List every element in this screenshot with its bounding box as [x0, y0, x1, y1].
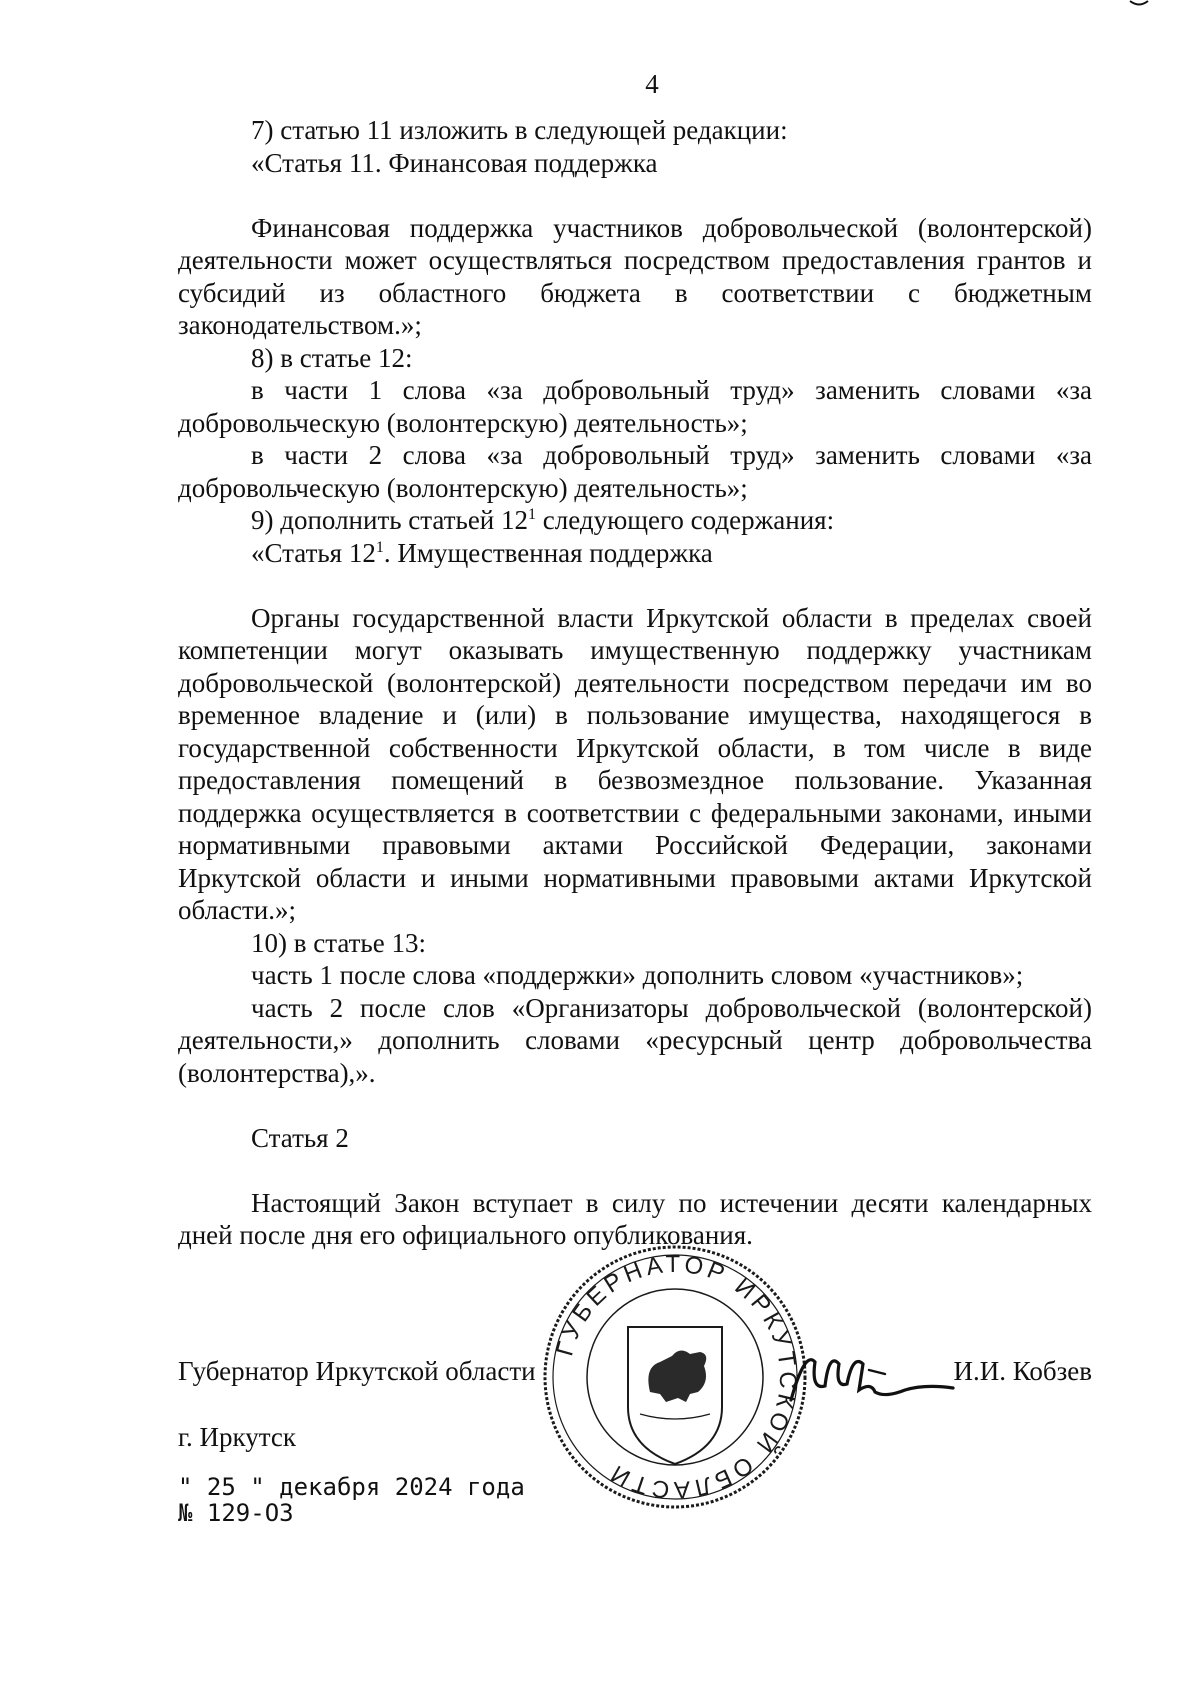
- article-heading-text-end: . Имущественная поддержка: [383, 537, 713, 568]
- item-9-text: 9) дополнить статьей 12: [251, 505, 529, 535]
- document-body: [178, 114, 1092, 1252]
- paragraph: 7) статью 11 изложить в следующей редакции:: [251, 115, 788, 145]
- paragraph: в части 1 слова «за добровольный труд» заменить словами «за добровольческую (волонтерскую) деятельность»;: [178, 375, 1092, 438]
- signatory-name: И.И. Кобзев: [953, 1356, 1092, 1386]
- item-9-text-end: следующего содержания:: [536, 505, 835, 535]
- paragraph: Органы государственной власти Иркутской области в пределах своей компетенции могут оказывать имущественную поддержку участникам добровольческой (волонтерской) деятельности посредством передачи им во временное владение и (или) в пользование имущества, находящегося в государственной собственности Иркутской области, в том числе в виде предоставления помещений в безвозмездное пользование. Указанная поддержка осуществляется в соответствии с федеральными законами, иными нормативными правовыми актами Российской Федерации, законами Иркутской области и иными нормативными правовыми актами Иркутской области.»;: [178, 602, 1092, 925]
- corner-mark: [1128, 0, 1150, 8]
- paragraph: 8) в статье 12:: [251, 342, 413, 373]
- svg-text:ГУБЕРНАТОР ИРКУТСКОЙ ОБЛАСТИ: ГУБЕРНАТОР ИРКУТСКОЙ ОБЛАСТИ: [551, 1250, 802, 1504]
- law-number: № 129-ОЗ: [178, 1499, 294, 1527]
- blank-line: [178, 1089, 1092, 1122]
- paragraph: Финансовая поддержка участников добровольческой (волонтерской) деятельности может осуществляться посредством предоставления грантов и субсидий из областного бюджета в соответствии с бюджетным законодательством.»;: [178, 212, 1092, 340]
- superscript: 1: [528, 506, 537, 523]
- paragraph: 10) в статье 13:: [251, 927, 426, 958]
- paragraph: часть 1 после слова «поддержки» дополнить словом «участников»;: [251, 960, 1024, 990]
- amendments-block-2: [178, 569, 1092, 1252]
- superscript: 1: [375, 538, 384, 556]
- blank-line: [178, 179, 1092, 212]
- paragraph: «Статья 11. Финансовая поддержка: [251, 147, 658, 178]
- signatory-position: Губернатор Иркутской области: [178, 1356, 536, 1386]
- page-number: 4: [645, 69, 659, 99]
- date-line: " 25 " декабря 2024 года: [178, 1473, 525, 1501]
- article-heading-text: «Статья 12: [251, 537, 376, 568]
- paragraph: Статья 2: [251, 1122, 349, 1153]
- amendments-block-1: [178, 114, 1092, 504]
- paragraph: в части 2 слова «за добровольный труд» заменить словами «за добровольческую (волонтерскую) деятельность»;: [178, 440, 1092, 503]
- blank-line: [178, 1154, 1092, 1187]
- article-12-1-heading: [178, 537, 1092, 570]
- blank-line: [178, 569, 1092, 602]
- paragraph: часть 2 после слов «Организаторы добровольческой (волонтерской) деятельности,» дополнить словами «ресурсный центр добровольчества (волонтерства),».: [178, 992, 1092, 1088]
- item-9-line: [178, 504, 1092, 537]
- paragraph: Настоящий Закон вступает в силу по истечении десяти календарных дней после дня его официального опубликования.: [178, 1187, 1092, 1250]
- city: г. Иркутск: [178, 1422, 296, 1452]
- signature-row: [178, 1355, 1092, 1395]
